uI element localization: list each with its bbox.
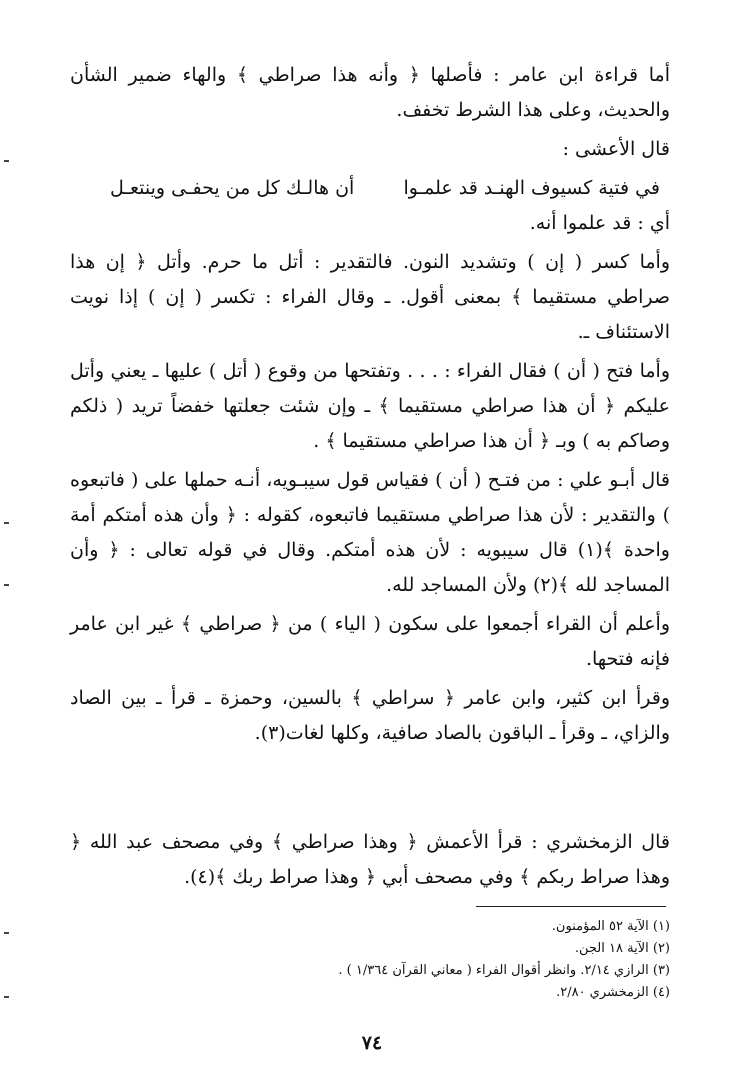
paragraph-asha-intro: قال الأعشى : — [562, 138, 670, 160]
footnote-item: (١) الآية ٥٢ المؤمنون. — [551, 919, 670, 934]
margin-mark — [4, 932, 9, 934]
footnote-item: (٣) الرازي ٢/١٤. وانظر أقوال الفراء ( معاني القرآن ١/٣٦٤ ) . — [338, 963, 670, 978]
poetry-verse — [70, 171, 670, 206]
paragraph-ibn-amir: أما قراءة ابن عامر : فأصلها ﴿ وأنه هذا صراطي ﴾ والهاء ضمير الشأن والحديث، وعلى هذا الشرط تخفف. — [70, 64, 670, 121]
footnote-item: (٢) الآية ١٨ الجن. — [574, 941, 670, 956]
paragraph-sukun-ya: وأعلم أن القراء أجمعوا على سكون ( الياء ) من ﴿ صراطي ﴾ غير ابن عامر فإنه فتحها. — [70, 613, 670, 670]
verse-second-hemistich: أن هالـك كل من يحفـى وينتعـل — [110, 177, 355, 199]
paragraph-fath-anna: وأما فتح ( أن ) فقال الفراء : . . . وتفتحها من وقوع ( أتل ) عليها ـ يعني وأتل عليكم ﴿ أن هذا صراطي مستقيما ﴾ ـ وإن شئت جعلتها خفضاً تريد ( ذلكم وصاكم به ) وبـ ﴿ أن هذا صراطي مستقيما ﴾ . — [70, 360, 670, 452]
paragraph-abu-ali: قال أبـو علي : من فتـح ( أن ) فقياس قول سيبـويه، أنـه حملها على ( فاتبعوه ) والتقدير : لأن هذا صراطي مستقيما فاتبعوه، كقوله : ﴿ وأن هذه أمتكم أمة واحدة ﴾(١) قال سيبويه : لأن هذه أمتكم. وقال في قوله تعالى : ﴿ وأن المساجد لله ﴾(٢) ولأن المساجد لله. — [70, 469, 670, 596]
margin-mark — [4, 584, 9, 586]
footnote-divider — [476, 906, 666, 907]
paragraph-meaning: أي : قد علموا أنه. — [529, 212, 670, 234]
margin-mark — [4, 996, 9, 998]
verse-first-hemistich: في فتية كسيوف الهنـد قد علمـوا — [403, 177, 660, 199]
margin-mark — [4, 522, 9, 524]
margin-mark — [4, 160, 9, 162]
footnotes — [300, 916, 670, 1004]
spacer — [70, 755, 670, 825]
footnote-item: (٤) الزمخشري ٢/٨٠. — [556, 985, 670, 1000]
paragraph-kasr-inna: وأما كسر ( إن ) وتشديد النون. فالتقدير : أتل ما حرم. وأتل ﴿ إن هذا صراطي مستقيما ﴾ بمعنى أقول. ـ وقال الفراء : تكسر ( إن ) إذا نويت الاستئناف ـ. — [70, 251, 670, 343]
paragraph-readings: وقرأ ابن كثير، وابن عامر ﴿ سراطي ﴾ بالسين، وحمزة ـ قرأ ـ بين الصاد والزاي، ـ وقرأ ـ الباقون بالصاد صافية، وكلها لغات(٣). — [70, 687, 670, 744]
paragraph-zamakhshari: قال الزمخشري : قرأ الأعمش ﴿ وهذا صراطي ﴾ وفي مصحف عبد الله ﴿ وهذا صراط ربكم ﴾ وفي مصحف أبي ﴿ وهذا صراط ربك ﴾(٤). — [70, 831, 670, 888]
page-body — [70, 58, 670, 899]
page-number: ٧٤ — [361, 1032, 383, 1054]
